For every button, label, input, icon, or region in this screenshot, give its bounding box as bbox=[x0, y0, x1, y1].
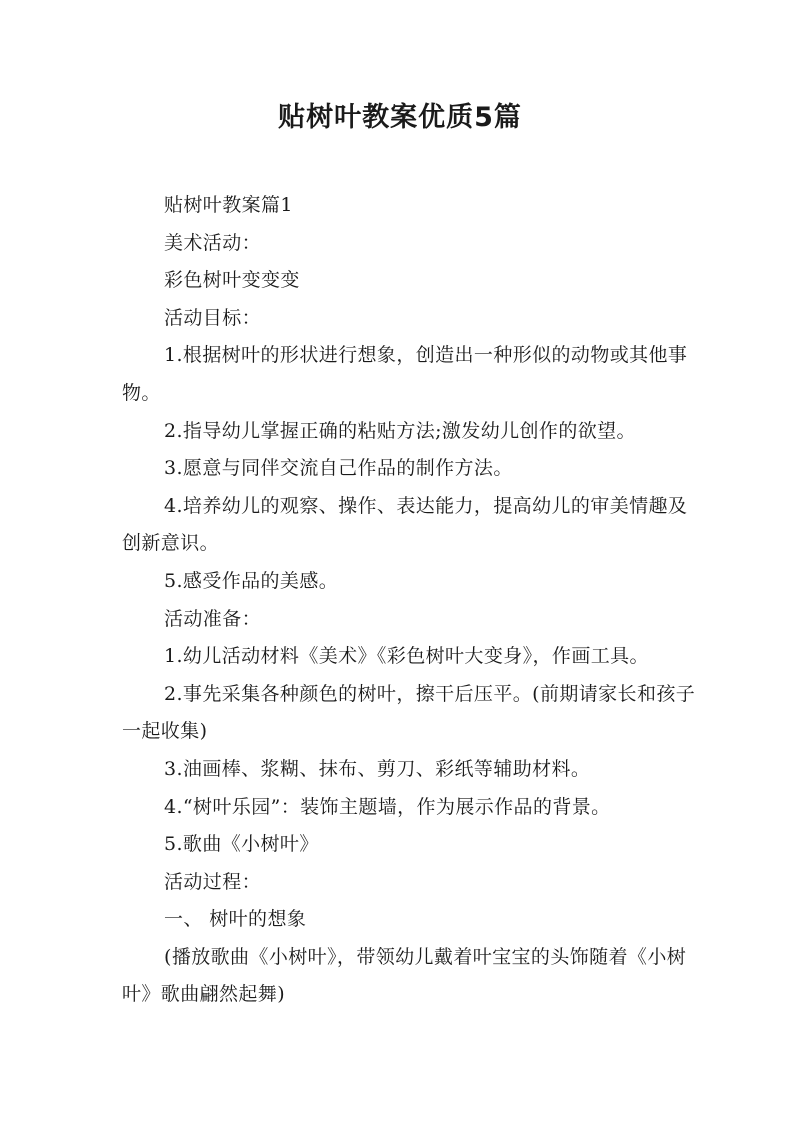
paragraph: 5.歌曲《小树叶》 bbox=[164, 833, 319, 856]
paragraph: 美术活动： bbox=[164, 231, 262, 254]
paragraph: 5.感受作品的美感。 bbox=[164, 569, 339, 592]
paragraph: 活动目标： bbox=[164, 306, 262, 329]
paragraph: 1.根据树叶的形状进行想象，创造出一种形似的动物或其他事物。 bbox=[122, 344, 688, 404]
paragraph: 4.“树叶乐园”：装饰主题墙，作为展示作品的背景。 bbox=[164, 795, 611, 818]
paragraph: 1.幼儿活动材料《美术》《彩色树叶大变身》，作画工具。 bbox=[164, 645, 649, 668]
paragraph: 3.愿意与同伴交流自己作品的制作方法。 bbox=[164, 457, 513, 480]
paragraph: 4.培养幼儿的观察、操作、表达能力，提高幼儿的审美情趣及创新意识。 bbox=[122, 494, 688, 555]
paragraph: (播放歌曲《小树叶》，带领幼儿戴着叶宝宝的头饰随着《小树叶》歌曲翩然起舞) bbox=[122, 945, 687, 1006]
paragraph: 贴树叶教案篇1 bbox=[164, 194, 293, 216]
document-body bbox=[122, 187, 702, 1014]
paragraph: 2.指导幼儿掌握正确的粘贴方法;激发幼儿创作的欲望。 bbox=[164, 419, 636, 442]
paragraph: 活动准备： bbox=[164, 607, 262, 630]
paragraph: 2.事先采集各种颜色的树叶，擦干后压平。(前期请家长和孩子一起收集) bbox=[122, 682, 696, 743]
paragraph: 3.油画棒、浆糊、抹布、剪刀、彩纸等辅助材料。 bbox=[164, 757, 591, 780]
paragraph: 活动过程： bbox=[164, 870, 262, 893]
paragraph: 彩色树叶变变变 bbox=[164, 269, 300, 292]
paragraph: 一、 树叶的想象 bbox=[164, 908, 307, 931]
document-title: 贴树叶教案优质5篇 bbox=[278, 102, 522, 133]
